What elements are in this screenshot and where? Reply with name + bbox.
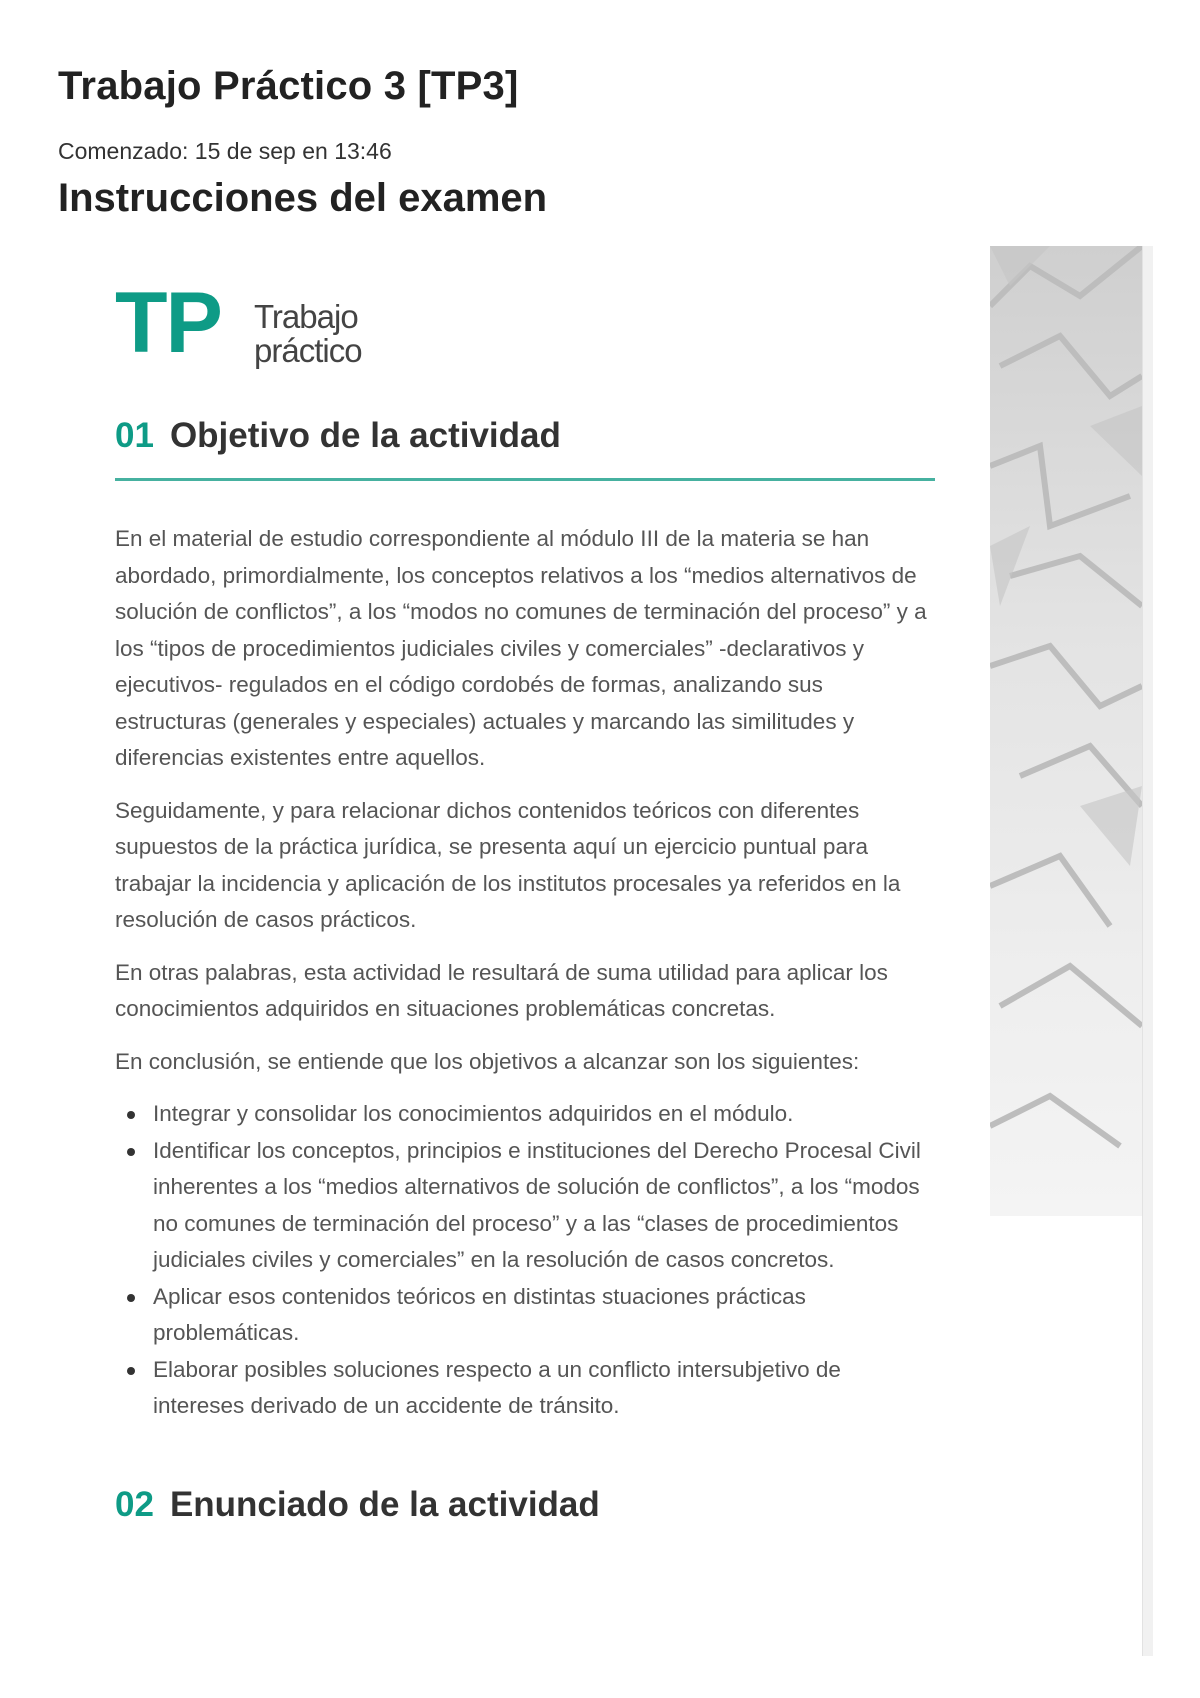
exam-instructions-title: Instrucciones del examen <box>58 176 548 220</box>
paragraph: En conclusión, se entiende que los objetivos a alcanzar son los siguientes: <box>115 1048 860 1074</box>
bullet-icon <box>127 1294 135 1302</box>
section-title-text: Objetivo de la actividad <box>169 416 561 455</box>
tp-logo <box>115 240 935 390</box>
list-item <box>153 1352 935 1425</box>
objectives-list <box>115 1096 935 1425</box>
list-item-text: Aplicar esos contenidos teóricos en distintas stuaciones prácticas problemáticas. <box>153 1283 806 1345</box>
bullet-icon <box>127 1148 135 1156</box>
instructions-content <box>115 240 935 1547</box>
list-item <box>153 1279 935 1352</box>
paragraph: Seguidamente, y para relacionar dichos contenidos teóricos con diferentes supuestos de la práctica jurídica, se presenta aquí un ejercicio puntual para trabajar la incidencia y aplicación de los institutos procesales ya referidos en la resolución de casos prácticos. <box>115 797 901 932</box>
tp-logo-line1: Trabajo <box>254 298 358 335</box>
section-divider <box>115 478 935 481</box>
list-item-text: Identificar los conceptos, principios e instituciones del Derecho Procesal Civil inherentes a los “medios alternativos de solución de conflictos”, a los “modos no comunes de terminación del proceso” y a las “clases de procedimientos judiciales civiles y comerciales” en la resolución de casos concretos. <box>153 1137 921 1272</box>
list-item <box>153 1096 935 1133</box>
paragraph: En el material de estudio correspondiente al módulo III de la materia se han abordado, primordialmente, los conceptos relativos a los “medios alternativos de solución de conflictos”, a los “modos no comunes de terminación del proceso” y a los “tipos de procedimientos judiciales civiles y comerciales” -declarativos y ejecutivos- regulados en el código cordobés de formas, analizando sus estructuras (generales y especiales) actuales y marcando las similitudes y diferencias existentes entre aquellos. <box>115 526 927 770</box>
paragraph: En otras palabras, esta actividad le resultará de suma utilidad para aplicar los conocimientos adquiridos en situaciones problemáticas concretas. <box>115 959 888 1021</box>
list-item-text: Elaborar posibles soluciones respecto a un conflicto intersubjetivo de intereses derivado de un accidente de tránsito. <box>153 1356 841 1418</box>
page-title: Trabajo Práctico 3 [TP3] <box>58 64 519 108</box>
section-heading-objetivo <box>115 416 935 478</box>
section-number: 02 <box>115 1484 154 1524</box>
scrollbar[interactable] <box>1142 246 1153 1656</box>
architecture-pattern-icon <box>990 246 1142 1216</box>
bullet-icon <box>127 1367 135 1375</box>
tp-logo-text <box>254 300 362 368</box>
started-timestamp: Comenzado: 15 de sep en 13:46 <box>58 138 392 164</box>
list-item <box>153 1133 935 1279</box>
section-title-text: Enunciado de la actividad <box>169 1484 600 1524</box>
bullet-icon <box>127 1111 135 1119</box>
decorative-architecture-image <box>990 246 1142 1216</box>
tp-logo-line2: práctico <box>254 332 362 369</box>
section-heading-enunciado <box>115 1485 935 1547</box>
tp-logo-mark: TP <box>115 275 221 371</box>
section-number: 01 <box>115 416 154 455</box>
list-item-text: Integrar y consolidar los conocimientos adquiridos en el módulo. <box>153 1101 794 1126</box>
